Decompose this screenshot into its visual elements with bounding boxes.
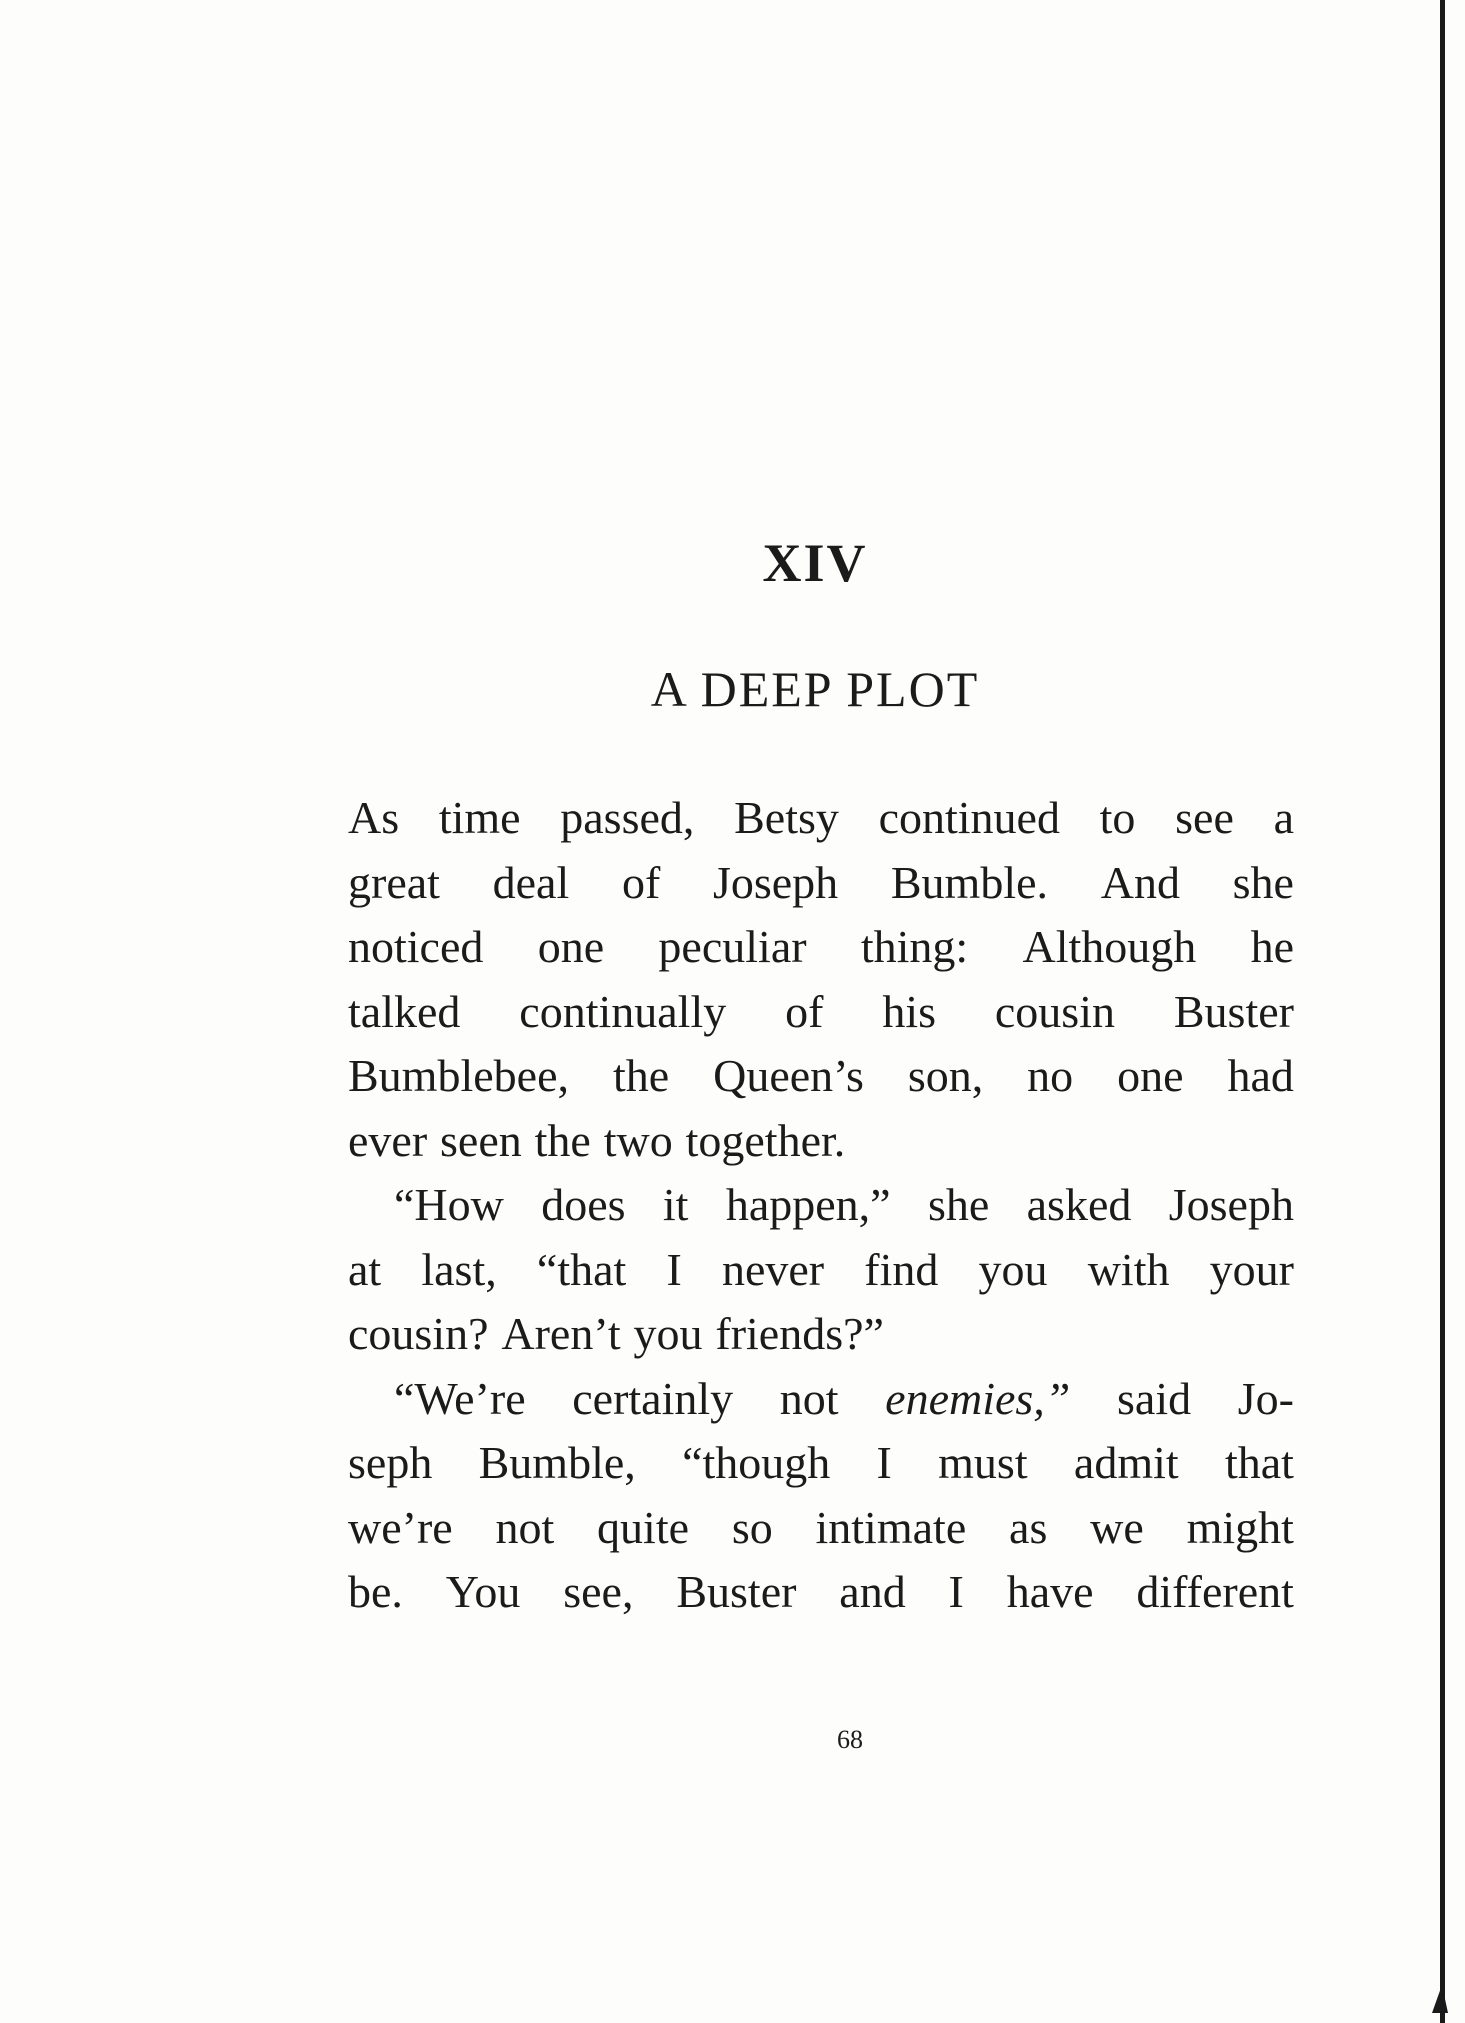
word: you [978,1243,1048,1295]
word: Jo- [1237,1372,1294,1424]
word: she [1232,856,1294,908]
word: might [1186,1501,1294,1553]
word: together. [685,1114,846,1166]
word: Although [1022,921,1197,972]
text-line [348,980,1294,1045]
word: happen,” [725,1179,891,1230]
word: two [603,1114,673,1166]
word: not [779,1372,839,1424]
word: see [1175,792,1234,843]
word: enemies,” [885,1372,1071,1424]
word: friends?” [715,1308,884,1359]
word: You [445,1566,521,1617]
word: continued [878,792,1060,843]
word: last, [421,1243,497,1295]
text-line [348,1367,1294,1432]
word: And [1100,856,1180,908]
word: thing: [860,921,969,972]
word: he [1250,921,1294,972]
word: quite [597,1501,690,1553]
word: Bumble. [890,856,1049,908]
word: As [348,792,400,843]
word: Bumble, [478,1437,636,1488]
word: Joseph [712,856,839,908]
text-line [348,1302,1294,1367]
chapter-number: XIV [762,533,868,593]
word: with [1087,1243,1170,1295]
text-line [348,786,1294,851]
text-line [348,1560,1294,1625]
word: and [839,1566,906,1617]
word: she [927,1179,990,1230]
word: your [1209,1243,1294,1295]
page-edge-line [1440,0,1445,2023]
word: cousin? [348,1308,489,1359]
word: of [621,856,661,908]
word: continually [519,985,727,1037]
word: never [721,1243,825,1295]
word: that [1224,1437,1294,1488]
word: we’re [348,1501,453,1553]
text-line [348,1238,1294,1303]
word: “that [536,1243,627,1295]
word: noticed [348,921,484,972]
word: admit [1073,1437,1179,1488]
word: seen [440,1114,522,1166]
word: Joseph [1168,1179,1294,1230]
word: have [1006,1566,1094,1617]
word: intimate [815,1501,967,1553]
word: had [1227,1050,1294,1101]
word: Queen’s [713,1050,864,1101]
word: no [1027,1050,1074,1101]
word: the [534,1114,591,1166]
word: to [1099,792,1136,843]
word: passed, [560,792,695,843]
word: see, [563,1566,634,1617]
word: “How [394,1179,504,1230]
word: must [938,1437,1028,1488]
word: ever [348,1114,428,1166]
page-edge-tip [1432,1985,1448,2013]
text-line [348,1044,1294,1109]
text-line [348,1173,1294,1238]
word: certainly [572,1372,734,1424]
page-number: 68 [837,1725,863,1754]
word: peculiar [658,921,807,972]
word: so [731,1501,773,1553]
word: of [785,985,824,1037]
word: does [541,1179,626,1230]
word: “We’re [394,1372,526,1424]
word: a [1273,792,1294,843]
word: we [1090,1501,1144,1553]
word: great [348,856,440,908]
word: Bumblebee, [348,1050,569,1101]
word: cousin [994,985,1115,1037]
word: one [537,921,605,972]
chapter-body [348,786,1294,1625]
text-line [348,851,1294,916]
word: I [876,1437,892,1488]
word: time [438,792,521,843]
word: Buster [1173,985,1294,1037]
chapter-title: A DEEP PLOT [650,661,980,717]
text-line [348,915,1294,980]
word: not [495,1501,555,1553]
word: talked [348,985,461,1037]
word: at [348,1243,382,1295]
word: son, [907,1050,984,1101]
word: it [662,1179,689,1230]
word: one [1117,1050,1184,1101]
word: Aren’t [501,1308,621,1359]
word: his [882,985,937,1037]
word: Betsy [734,792,839,843]
word: different [1136,1566,1294,1617]
text-line [348,1496,1294,1561]
word: as [1009,1501,1048,1553]
word: you [633,1308,703,1359]
word: “though [682,1437,831,1488]
word: be. [348,1566,403,1617]
word: I [666,1243,682,1295]
word: deal [492,856,570,908]
word: find [864,1243,939,1295]
word: said [1117,1372,1192,1424]
word: Buster [676,1566,797,1617]
word: I [948,1566,964,1617]
word: asked [1026,1179,1132,1230]
text-line [348,1109,1294,1174]
text-line [348,1431,1294,1496]
word: seph [348,1437,433,1488]
word: the [612,1050,670,1101]
